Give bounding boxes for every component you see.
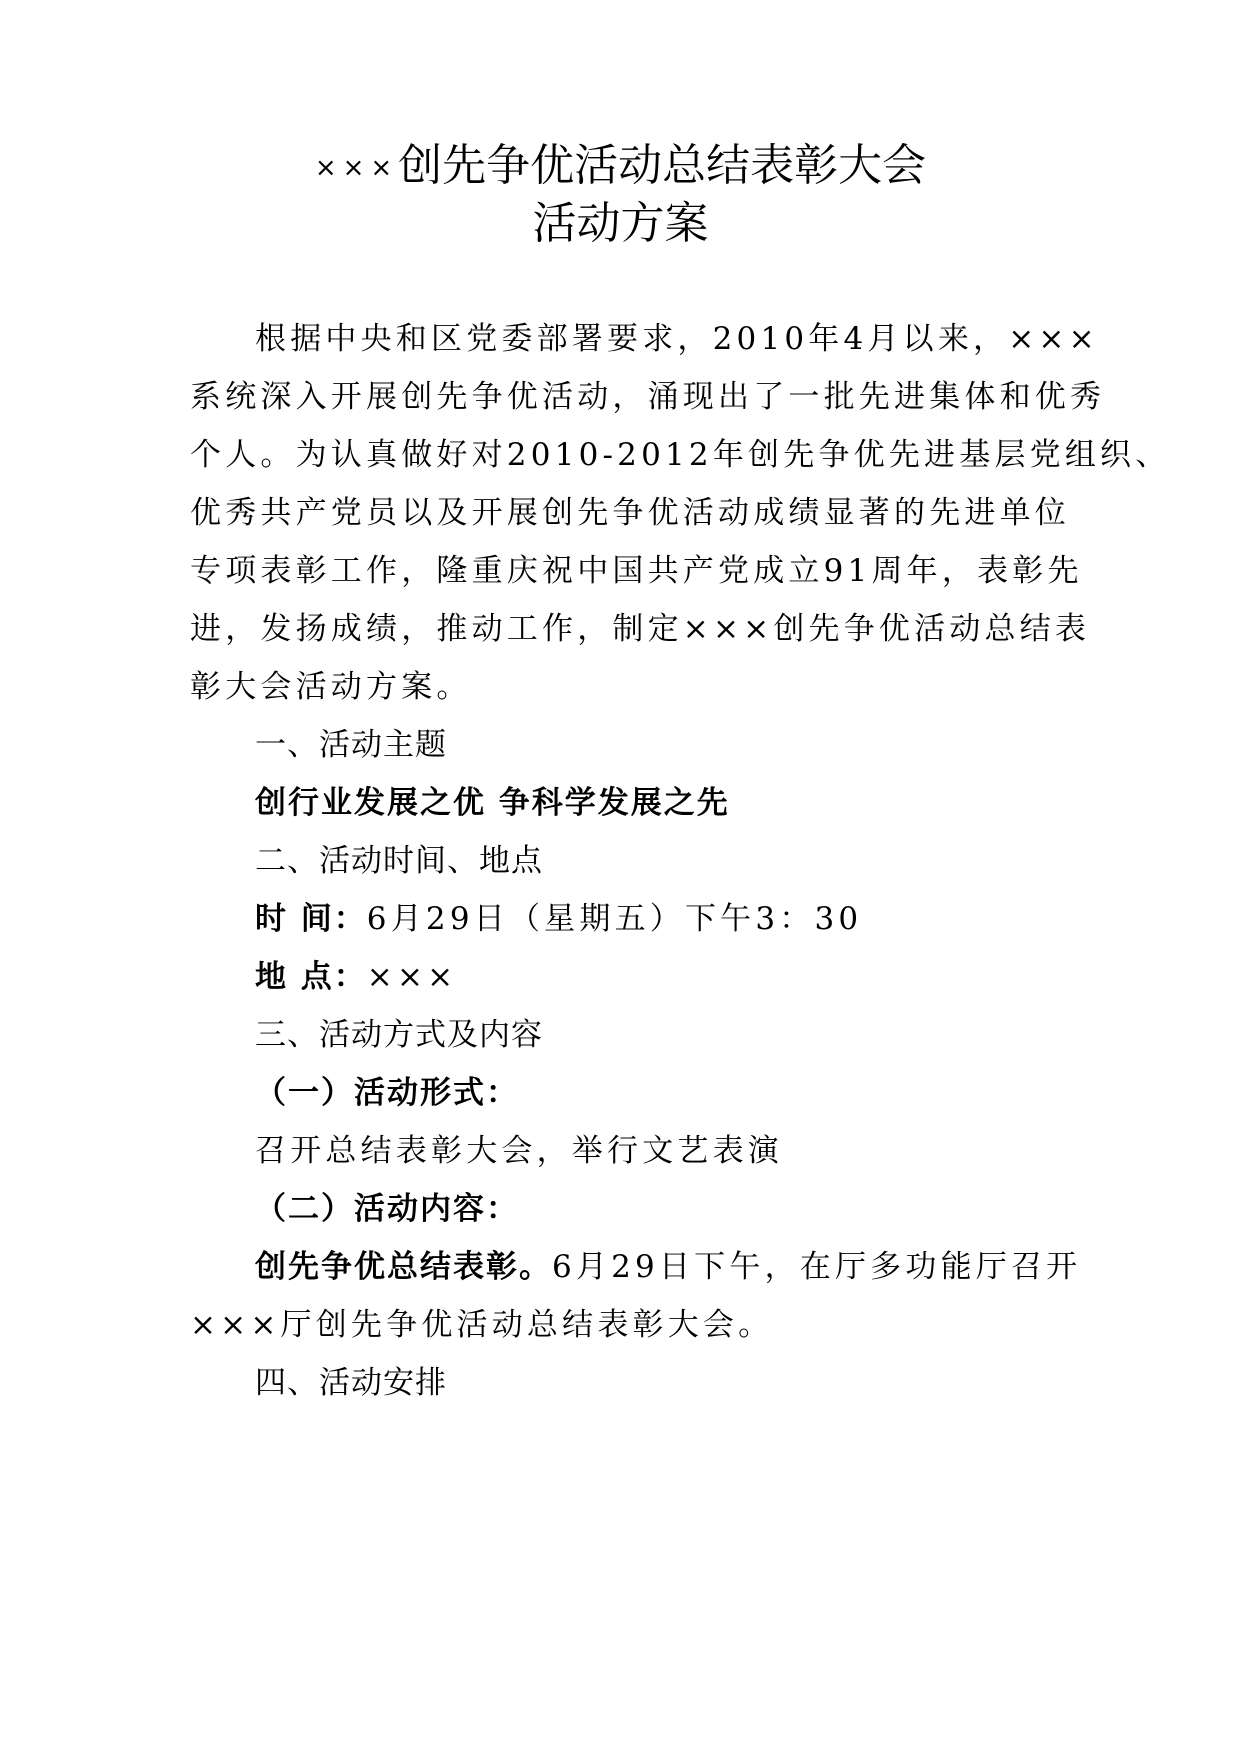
time-value: 6月29日（星期五）下午3：30 (366, 901, 863, 937)
document-title-line1 (0, 140, 1241, 194)
intro-line-1: 根据中央和区党委部署要求，2010年4月以来，××× (255, 321, 1099, 357)
intro-line-6: 进，发扬成绩，推动工作，制定×××创先争优活动总结表 (190, 611, 1091, 647)
section-2-heading: 二、活动时间、地点 (255, 843, 543, 879)
title-prefix: ××× (314, 153, 399, 183)
time-label: 时 间： (255, 901, 367, 937)
subsection-2-heading: （二）活动内容： (255, 1191, 519, 1227)
intro-line-3: 个人。为认真做好对2010-2012年创先争优先进基层党组织、 (190, 437, 1171, 473)
section-3-heading: 三、活动方式及内容 (255, 1017, 543, 1053)
section-1-heading: 一、活动主题 (255, 727, 447, 763)
subsection-2-bold-lead: 创先争优总结表彰。 (255, 1249, 552, 1285)
section-1-theme: 创行业发展之优 争科学发展之先 (255, 785, 730, 821)
place-row (255, 952, 1135, 1002)
subsection-1-text: 召开总结表彰大会，举行文艺表演 (255, 1133, 783, 1169)
subsection-2-line-1 (255, 1242, 1135, 1292)
place-value: ××× (366, 959, 458, 995)
intro-line-4: 优秀共产党员以及开展创先争优活动成绩显著的先进单位 (190, 495, 1070, 531)
subsection-2-line-2: ×××厅创先争优活动总结表彰大会。 (190, 1307, 774, 1343)
subsection-1-heading: （一）活动形式： (255, 1075, 519, 1111)
section-4-heading: 四、活动安排 (255, 1365, 447, 1401)
title-main: 创先争优活动总结表彰大会 (398, 140, 927, 191)
subsection-2-text: 6月29日下午，在厅多功能厅召开 (552, 1249, 1082, 1285)
intro-line-5: 专项表彰工作，隆重庆祝中国共产党成立91周年，表彰先 (190, 553, 1083, 589)
intro-line-7: 彰大会活动方案。 (190, 669, 472, 705)
document-title-line2: 活动方案 (532, 198, 709, 249)
intro-line-2: 系统深入开展创先争优活动，涌现出了一批先进集体和优秀 (190, 379, 1106, 415)
place-label: 地 点： (255, 959, 367, 995)
time-row (255, 894, 1135, 944)
